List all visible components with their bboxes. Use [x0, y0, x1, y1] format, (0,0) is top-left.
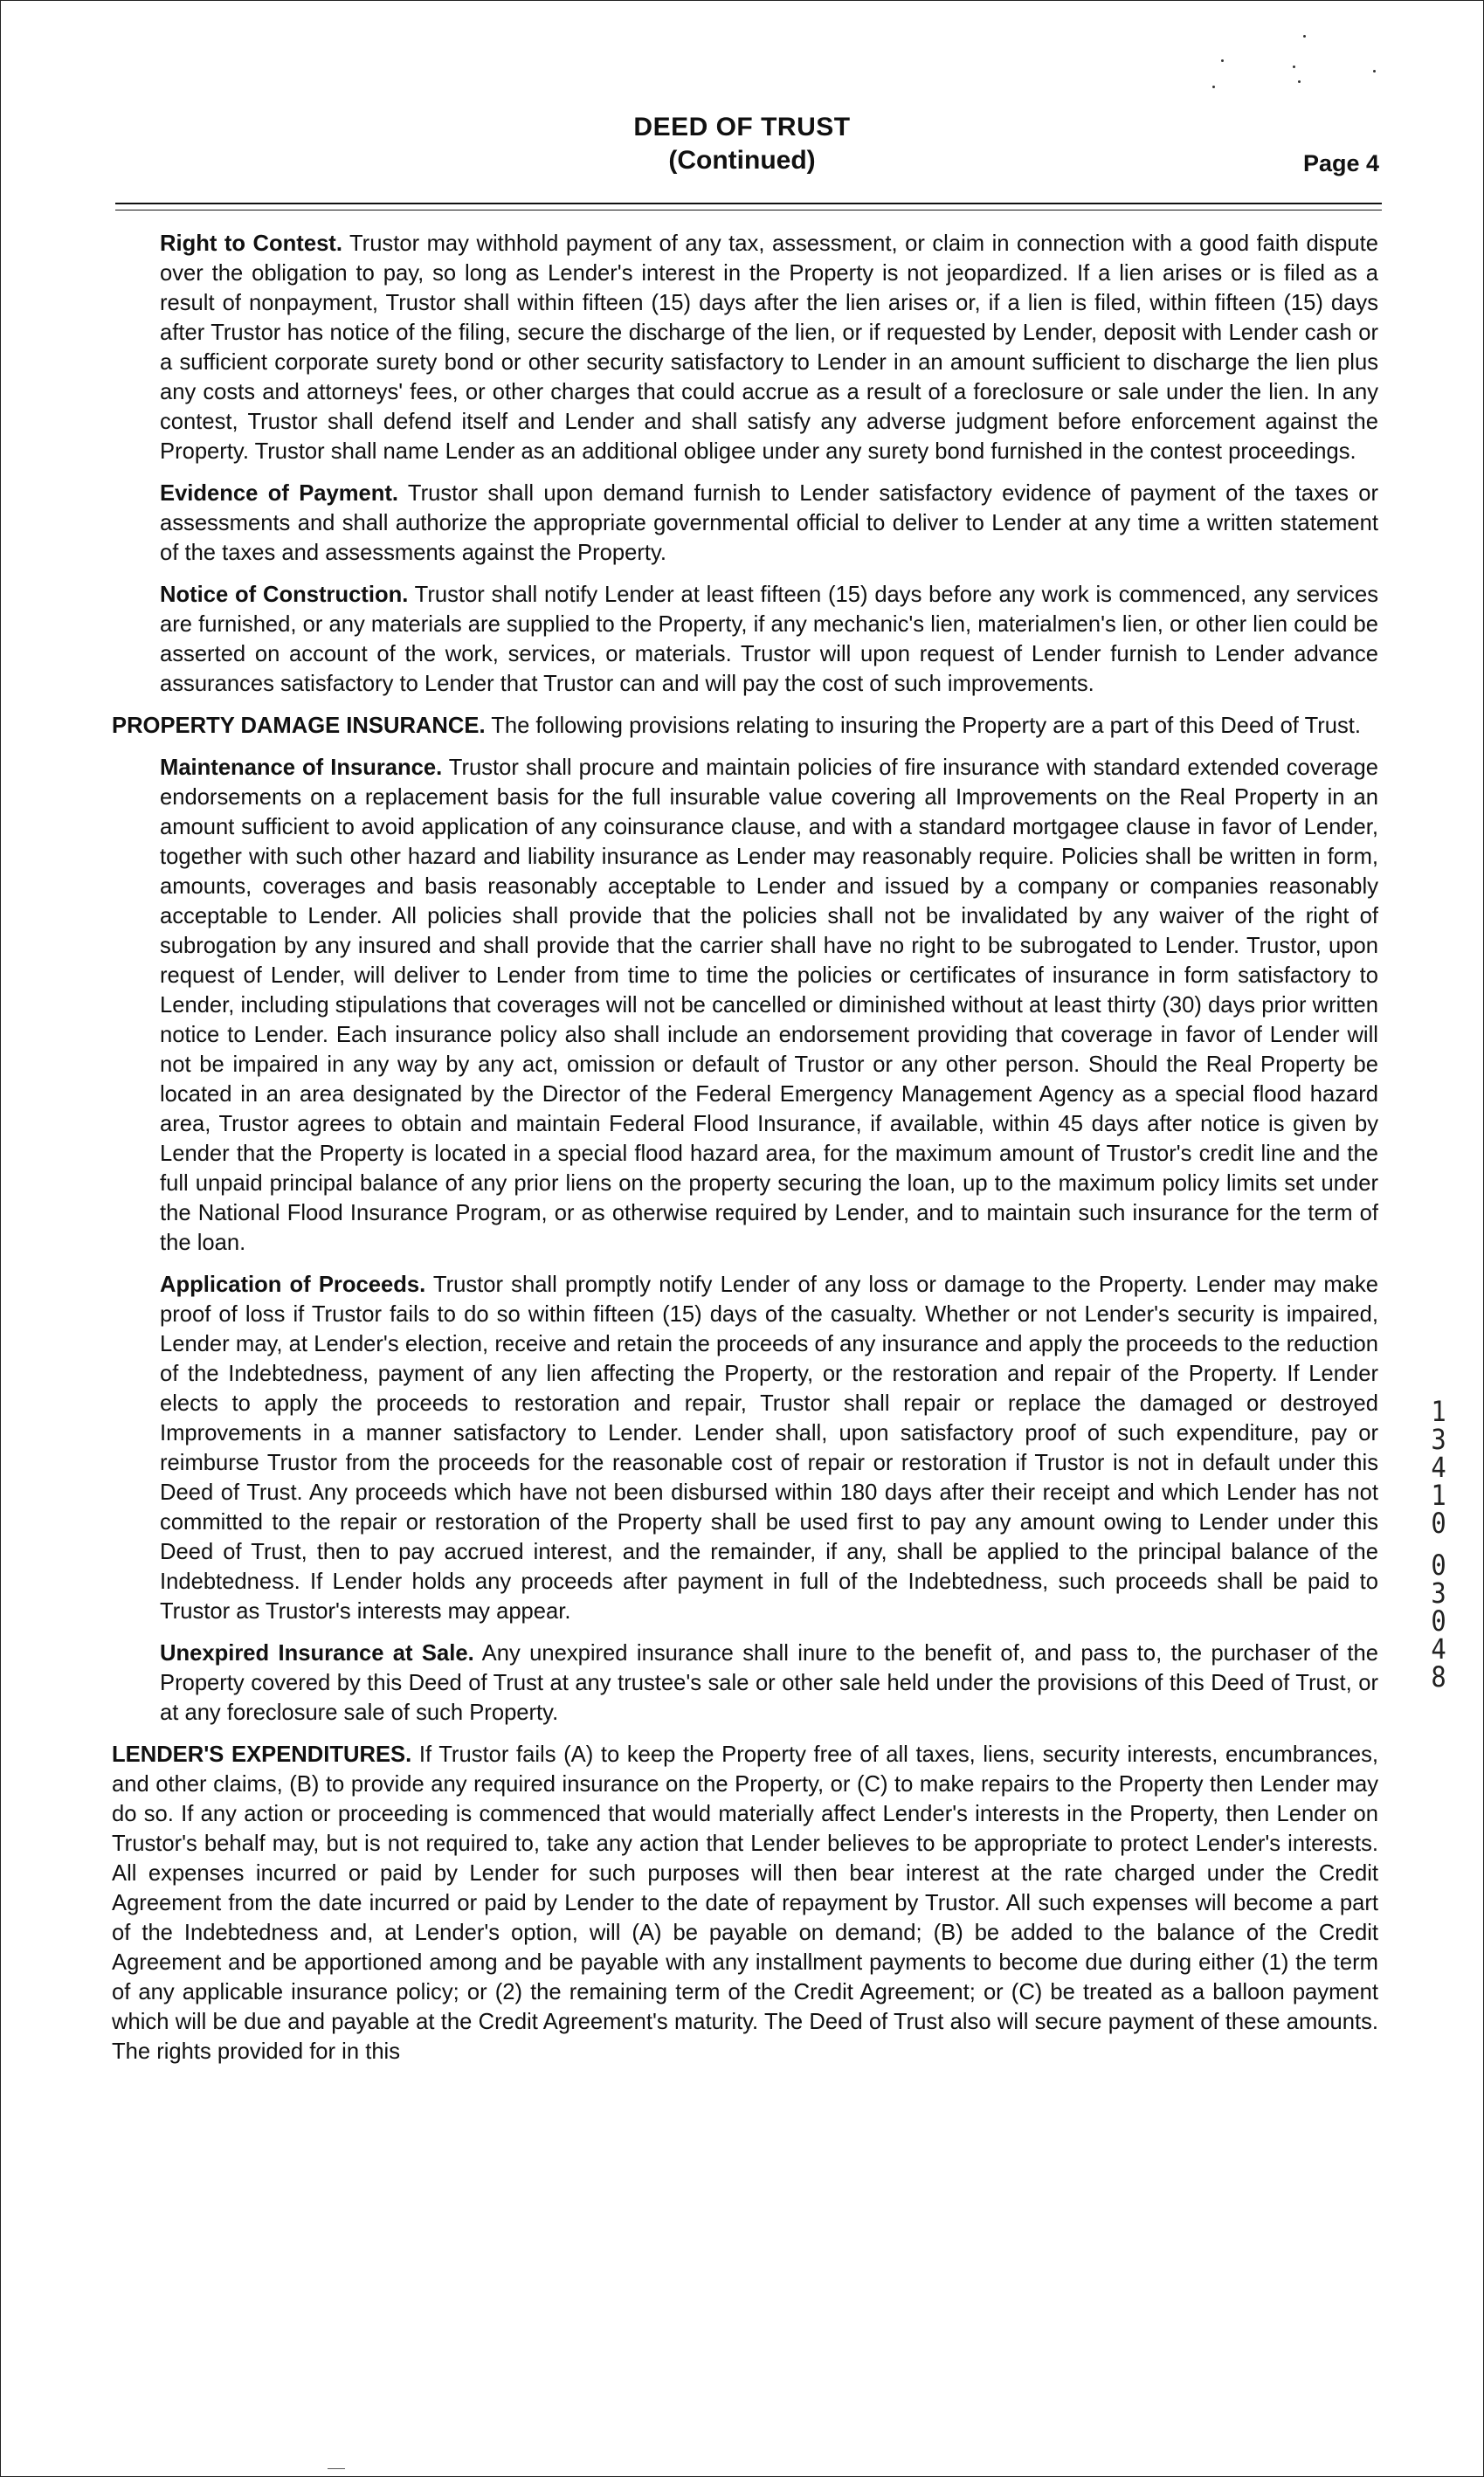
paragraph-text: If Trustor fails (A) to keep the Property free of all taxes, liens, security interests, encumbrances, and other claims, (B) to provide any required insurance on the Property, or (C) to make repairs to the Property then Lender may do so. If any action or proceeding is commenced that would materially affect Lender's interests in the Property, then Lender on Trustor's behalf may, but is not required to, take any action that Lender believes to be appropriate to protect Lender's interests. All expenses incurred or paid by Lender for such purposes will then bear interest at the rate charged under the Credit Agreement from the date incurred or paid by Lender to the date of repayment by Trustor. All such expenses will become a part of the Indebtedness and, at Lender's option, will (A) be payable on demand; (B) be added to the balance of the Credit Agreement and be apportioned among and be payable with any installment payments to become due during either (1) the term of any applicable insurance policy; or (2) the remaining term of the Credit Agreement; or (C) be treated as a balloon payment which will be due and payable at the Credit Agreement's maturity. The Deed of Trust also will secure payment of these amounts. The rights provided for in this	[112, 1742, 1378, 2064]
paragraph-text: Trustor shall upon demand furnish to Lender satisfactory evidence of payment of the taxes or assessments and shall authorize the appropriate governmental official to deliver to Lender at any time a written statement of the taxes and assessments against the Property.	[160, 481, 1378, 565]
paragraph-application-of-proceeds	[160, 1270, 1378, 1626]
page-number: Page 4	[1302, 150, 1379, 176]
paragraph-heading: Notice of Construction.	[160, 583, 409, 607]
margin-digit: 4	[1431, 1451, 1446, 1484]
paragraph-lenders-expenditures	[112, 1740, 1378, 2066]
paragraph-text: Trustor shall procure and maintain policies of fire insurance with standard extended coverage endorsements on a replacement basis for the full insurable value covering all Improvements on the Real Property in an amount sufficient to avoid application of any coinsurance clause, and with a standard mortgagee clause in favor of Lender, together with such other hazard and liability insurance as Lender may reasonably require. Policies shall be written in form, amounts, coverages and basis reasonably acceptable to Lender and issued by a company or companies reasonably acceptable to Lender. All policies shall provide that the policies shall not be invalidated by any waiver of the right of subrogation by any insured and shall provide that the carrier shall have no right to be subrogated to Lender. Trustor, upon request of Lender, will deliver to Lender from time to time the policies or certificates of insurance in form satisfactory to Lender, including stipulations that coverages will not be cancelled or diminished without at least thirty (30) days prior written notice to Lender. Each insurance policy also shall include an endorsement providing that coverage in favor of Lender will not be impaired in any way by any act, omission or default of Trustor or any other person. Should the Real Property be located in an area designated by the Director of the Federal Emergency Management Agency as a special flood hazard area, Trustor agrees to obtain and maintain Federal Flood Insurance, if available, within 45 days after notice is given by Lender that the Property is located in a special flood hazard area, for the maximum amount of Trustor's credit line and the full unpaid principal balance of any prior liens on the property securing the loan, up to the maximum policy limits set under the National Flood Insurance Program, or as otherwise required by Lender, and to maintain such insurance for the term of the loan.	[160, 756, 1378, 1255]
margin-digit: 3	[1431, 1423, 1446, 1456]
paragraph-text: Trustor shall notify Lender at least fifteen (15) days before any work is commenced, any services are furnished, or any materials are supplied to the Property, if any mechanic's lien, materialmen's lien, or other lien could be asserted on account of the work, services, or materials. Trustor will upon request of Lender furnish to Lender advance assurances satisfactory to Lender that Trustor can and will pay the cost of such improvements.	[160, 583, 1378, 696]
margin-digit: 8	[1431, 1660, 1446, 1694]
document-body	[112, 229, 1378, 2079]
margin-digit: 1	[1431, 1479, 1446, 1512]
paragraph-heading: Application of Proceeds.	[160, 1273, 426, 1297]
margin-digit: 0	[1431, 1549, 1446, 1582]
margin-digit: 4	[1431, 1632, 1446, 1666]
paragraph-property-damage-insurance	[112, 711, 1378, 741]
paragraph-heading: Maintenance of Insurance.	[160, 756, 443, 780]
paragraph-unexpired-insurance	[160, 1639, 1378, 1728]
margin-digit: 1	[1431, 1395, 1446, 1428]
paragraph-evidence-of-payment	[160, 479, 1378, 568]
bottom-mark	[328, 2468, 345, 2469]
paragraph-heading: Right to Contest.	[160, 231, 342, 256]
page-title: DEED OF TRUST	[633, 113, 851, 141]
paragraph-heading: Unexpired Insurance at Sale.	[160, 1641, 474, 1666]
paragraph-text: Trustor may withhold payment of any tax, assessment, or claim in connection with a good faith dispute over the obligation to pay, so long as Lender's interest in the Property is not jeopardized. If a lien arises or is filed as a result of nonpayment, Trustor shall within fifteen (15) days after the lien arises or, if a lien is filed, within fifteen (15) days after Trustor has notice of the filing, secure the discharge of the lien, or if requested by Lender, deposit with Lender cash or a sufficient corporate surety bond or other security satisfactory to Lender in an amount sufficient to discharge the lien plus any costs and attorneys' fees, or other charges that could accrue as a result of a foreclosure or sale under the lien. In any contest, Trustor shall defend itself and Lender and shall satisfy any adverse judgment before enforcement against the Property. Trustor shall name Lender as an additional obligee under any surety bond furnished in the contest proceedings.	[160, 231, 1378, 464]
section-heading: PROPERTY DAMAGE INSURANCE.	[112, 714, 486, 738]
paragraph-right-to-contest	[160, 229, 1378, 466]
margin-digit: 0	[1431, 1507, 1446, 1540]
paragraph-heading: Evidence of Payment.	[160, 481, 399, 506]
paragraph-text: Trustor shall promptly notify Lender of any loss or damage to the Property. Lender may make proof of loss if Trustor fails to do so within fifteen (15) days of the casualty. Whether or not Lender's security is impaired, Lender may, at Lender's election, receive and retain the proceeds of any insurance and apply the proceeds to the reduction of the Indebtedness, payment of any lien affecting the Property, or the restoration and repair of the Property. If Lender elects to apply the proceeds to restoration and repair, Trustor shall repair or replace the damaged or destroyed Improvements in a manner satisfactory to Lender. Lender shall, upon satisfactory proof of such expenditure, pay or reimburse Trustor from the proceeds for the reasonable cost of repair or restoration if Trustor is not in default under this Deed of Trust. Any proceeds which have not been disbursed within 180 days after their receipt and which Lender has not committed to the repair or restoration of the Property shall be used first to pay any amount owing to Lender under this Deed of Trust, then to pay accrued interest, and the remainder, if any, shall be applied to the principal balance of the Indebtedness. If Lender holds any proceeds after payment in full of the Indebtedness, such proceeds shall be paid to Trustor as Trustor's interests may appear.	[160, 1273, 1378, 1624]
document-header	[0, 112, 1484, 190]
paragraph-text: The following provisions relating to insuring the Property are a part of this Deed of Trust.	[485, 714, 1362, 738]
page-subtitle: (Continued)	[668, 146, 816, 175]
margin-digit: 0	[1431, 1604, 1446, 1638]
margin-recording-number	[1427, 1395, 1451, 1694]
section-heading: LENDER'S EXPENDITURES.	[112, 1742, 412, 1767]
paragraph-maintenance-of-insurance	[160, 753, 1378, 1258]
header-rule-thick	[115, 203, 1382, 204]
paragraph-notice-of-construction	[160, 580, 1378, 699]
margin-digit: 3	[1431, 1577, 1446, 1610]
scan-specks	[1205, 26, 1398, 96]
paragraph-text: Any unexpired insurance shall inure to the benefit of, and pass to, the purchaser of the Property covered by this Deed of Trust at any trustee's sale or other sale held under the provisions of this Deed of Trust, or at any foreclosure sale of such Property.	[160, 1641, 1378, 1725]
